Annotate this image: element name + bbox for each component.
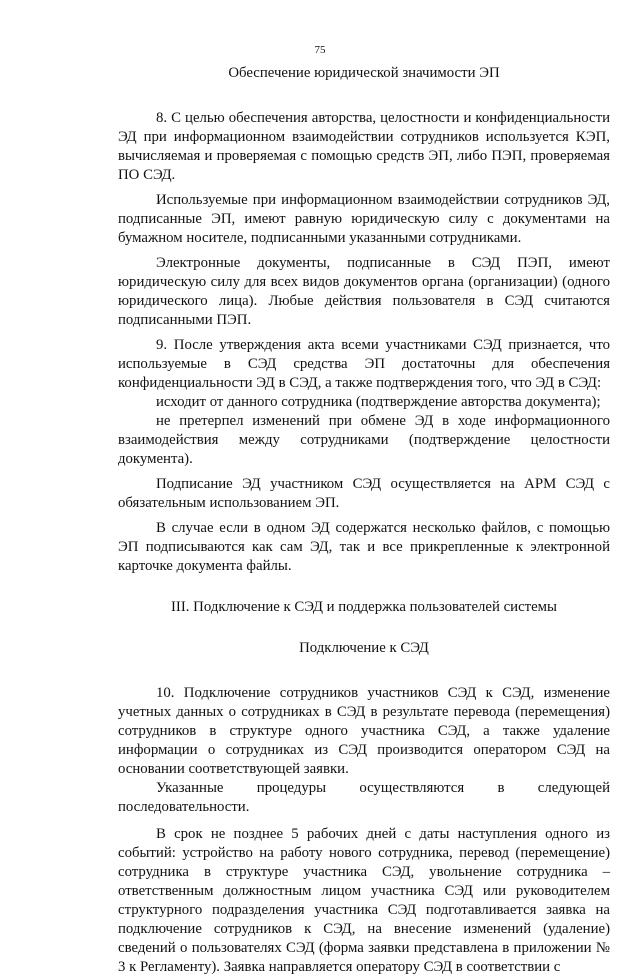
subsection-title-connection: Подключение к СЭД (299, 640, 429, 656)
paragraph-8: 8. С целью обеспечения авторства, целостности и конфиденциальности ЭД при информационном взаимодействии сотрудников используется КЭП, вычисляемая и проверяемая с помощью средств ЭП, либо ПЭП, проверяемая ПО СЭД. (118, 110, 610, 183)
spacer (118, 658, 610, 684)
spacer (118, 83, 610, 109)
page-number: 75 (314, 44, 326, 56)
section-title-legal-significance: Обеспечение юридической значимости ЭП (228, 65, 500, 81)
paragraph-authorship: исходит от данного сотрудника (подтверждение авторства документа); (156, 394, 601, 410)
paragraph-10: 10. Подключение сотрудников участников СЭД к СЭД, изменение учетных данных о сотрудниках в СЭД в результате перевода (перемещения) сотрудников в структуре одного участника СЭД, а также удаление информации о сотрудниках из СЭД производится оператором СЭД на основании соответствующей заявки. (118, 685, 610, 777)
section-title-connection: III. Подключение к СЭД и поддержка пользователей системы (171, 599, 557, 615)
spacer (118, 817, 610, 825)
paragraph-procedures: Указанные процедуры осуществляются в следующей последовательности. (118, 780, 610, 815)
paragraph-multiple-files: В случае если в одном ЭД содержатся несколько файлов, с помощью ЭП подписываются как сам ЭД, так и все прикрепленные к электронной карточке документа файлы. (118, 520, 610, 574)
paragraph-integrity: не претерпел изменений при обмене ЭД в ходе информационного взаимодействия между сотрудниками (подтверждение целостности документа). (118, 413, 610, 467)
paragraph-deadline: В срок не позднее 5 рабочих дней с даты наступления одного из событий: устройство на работу нового сотрудника, перевод (перемещение) сотрудника в структуре участника СЭД, увольнение сотрудника – ответственным должностным лицом участника СЭД или руководителем структурного подразделения участника СЭД подготавливается заявка на подключение сотрудников к СЭД, на внесение изменений (удаление) сведений о пользователях СЭД (форма заявки представлена в приложении № 3 к Регламенту). Заявка направляется оператору СЭД в соответствии с (118, 826, 610, 975)
paragraph-signing-arm: Подписание ЭД участником СЭД осуществляется на АРМ СЭД с обязательным использованием ЭП. (118, 476, 610, 511)
paragraph-ed-legal-force: Используемые при информационном взаимодействии сотрудников ЭД, подписанные ЭП, имеют равную юридическую силу с документами на бумажном носителе, подписанными указанными сотрудниками. (118, 192, 610, 246)
paragraph-pep-documents: Электронные документы, подписанные в СЭД ПЭП, имеют юридическую силу для всех видов документов органа (организации) (одного юридического лица). Любые действия пользователя в СЭД считаются подписанными ПЭП. (118, 255, 610, 328)
paragraph-9: 9. После утверждения акта всеми участниками СЭД признается, что используемые в СЭД средства ЭП достаточны для обеспечения конфиденциальности ЭД в СЭД, а также подтверждения того, что ЭД в СЭД: (118, 337, 610, 391)
spacer (118, 576, 610, 598)
page-content (118, 64, 610, 977)
spacer (118, 617, 610, 639)
